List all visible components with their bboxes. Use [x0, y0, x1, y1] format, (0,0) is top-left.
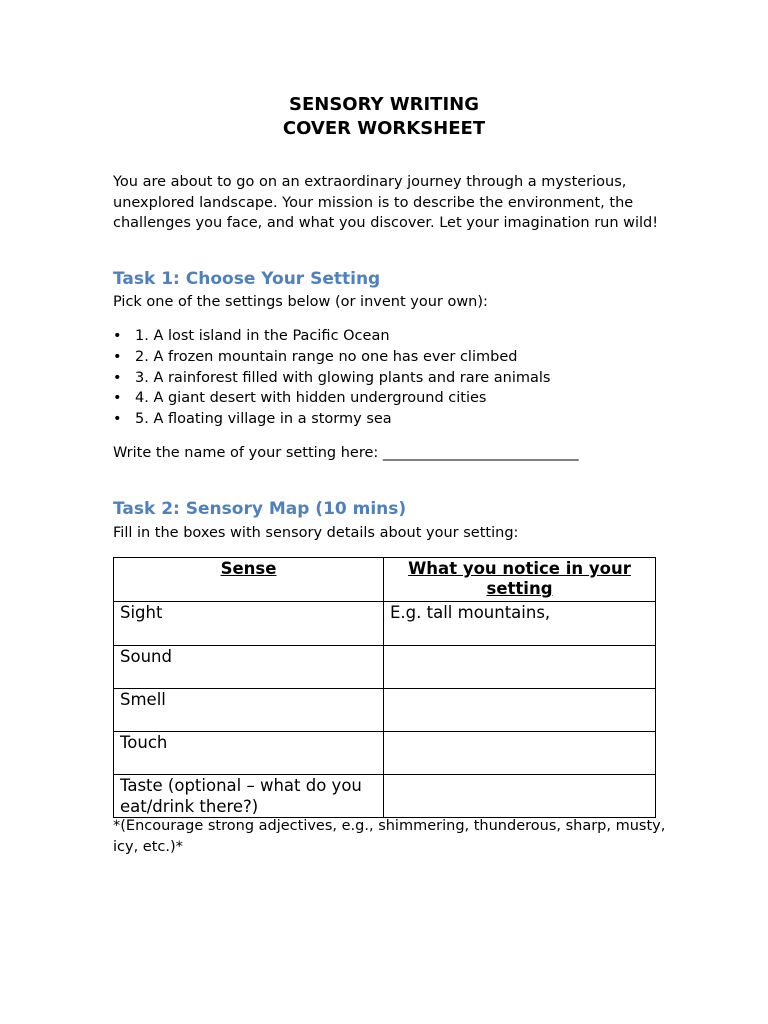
- list-item-text: 2. A frozen mountain range no one has ever climbed: [135, 348, 518, 365]
- adjectives-note: *(Encourage strong adjectives, e.g., shimmering, thunderous, sharp, musty, icy, etc.)*: [113, 818, 666, 855]
- task2-heading: Task 2: Sensory Map (10 mins): [113, 499, 407, 519]
- notice-cell[interactable]: [384, 732, 656, 775]
- bullet-icon: •: [113, 369, 122, 386]
- bullet-icon: •: [113, 411, 122, 428]
- notice-cell[interactable]: [384, 646, 656, 689]
- list-item-text: 5. A floating village in a stormy sea: [135, 411, 392, 428]
- sense-cell: Touch: [114, 732, 384, 775]
- list-item: [113, 368, 550, 389]
- sensory-map-table: [113, 557, 656, 818]
- sense-column-header: Sense: [114, 558, 384, 602]
- list-item: [113, 409, 550, 430]
- table-row: [114, 775, 656, 818]
- title-line-2: COVER WORKSHEET: [282, 118, 486, 139]
- sense-cell: Smell: [114, 689, 384, 732]
- list-item: [113, 326, 550, 347]
- notice-cell[interactable]: [384, 775, 656, 818]
- notice-column-header: What you notice in your setting: [384, 558, 656, 602]
- sense-cell: Sight: [114, 602, 384, 646]
- title-line-1: SENSORY WRITING: [289, 94, 479, 115]
- list-item: [113, 388, 550, 409]
- task1-instruction: Pick one of the settings below (or invent your own):: [113, 294, 488, 310]
- table-row: [114, 689, 656, 732]
- bullet-icon: •: [113, 390, 122, 407]
- bullet-icon: •: [113, 328, 122, 344]
- notice-cell[interactable]: E.g. tall mountains,: [384, 602, 656, 646]
- sense-cell: Sound: [114, 646, 384, 689]
- notice-cell[interactable]: [384, 689, 656, 732]
- table-row: [114, 646, 656, 689]
- task2-instruction: Fill in the boxes with sensory details about your setting:: [113, 525, 519, 541]
- list-item-text: 3. A rainforest filled with glowing plants and rare animals: [135, 369, 551, 386]
- list-item-text: 1. A lost island in the Pacific Ocean: [135, 328, 390, 344]
- settings-list: [113, 326, 550, 430]
- list-item: [113, 347, 550, 368]
- list-item-text: 4. A giant desert with hidden underground cities: [135, 390, 487, 407]
- table-row: [114, 602, 656, 646]
- bullet-icon: •: [113, 348, 122, 365]
- setting-name-prompt: Write the name of your setting here: ___________________________: [113, 445, 579, 461]
- intro-paragraph: You are about to go on an extraordinary journey through a mysterious, unexplored landscape. Your mission is to describe the environment, the challenges you face, and what you discover. Let your imagination run wild!: [113, 174, 659, 232]
- sense-cell: Taste (optional – what do you eat/drink there?): [114, 775, 384, 818]
- table-row: [114, 732, 656, 775]
- table-header-row: [114, 558, 656, 602]
- task1-heading: Task 1: Choose Your Setting: [113, 269, 381, 289]
